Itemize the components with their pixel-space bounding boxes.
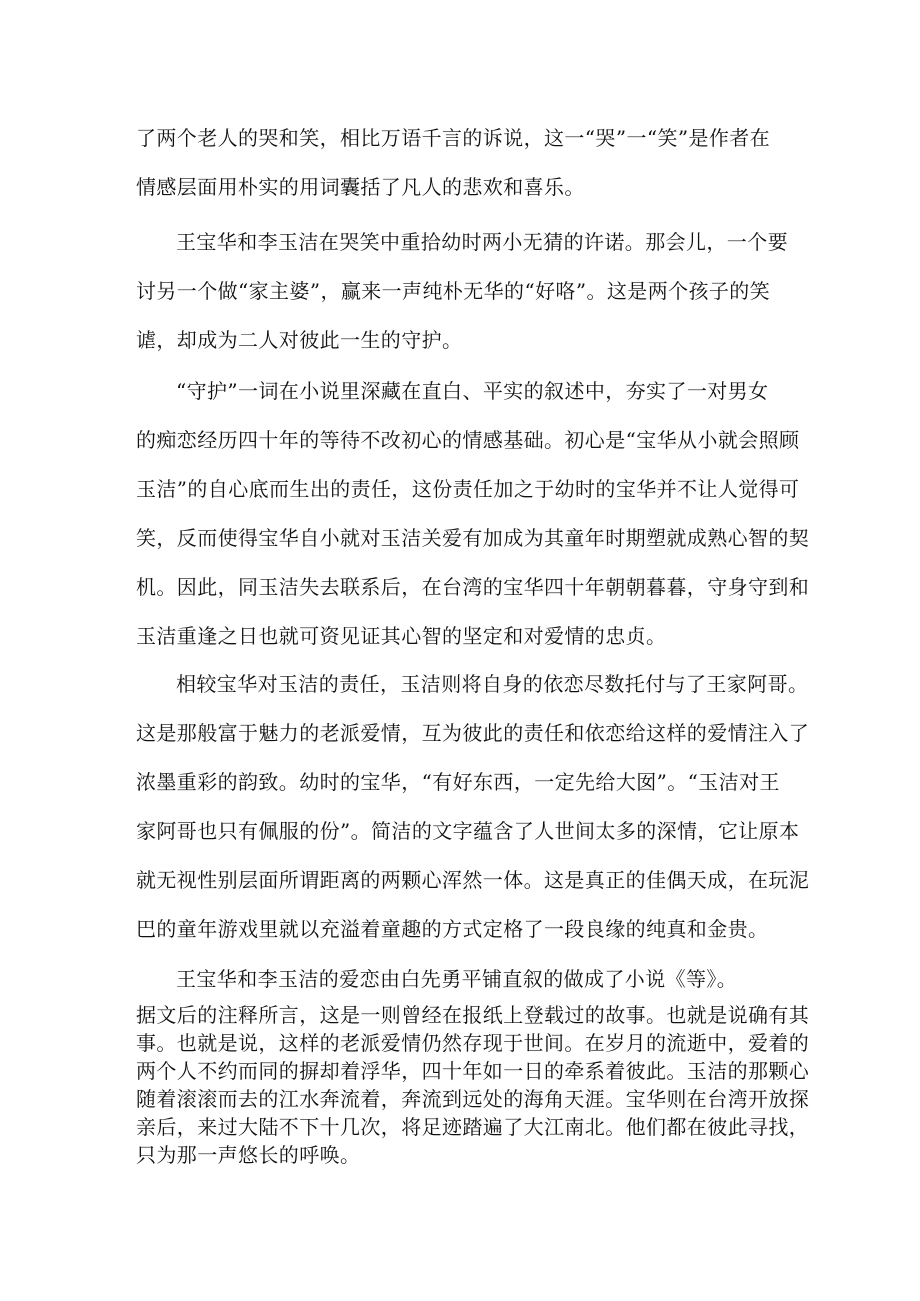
paragraph-2: [136, 218, 788, 365]
text-line: 玉洁”的自心底而生出的责任，这份责任加之于幼时的宝华并不让人觉得可: [136, 477, 800, 501]
paragraph-6: [136, 1001, 809, 1169]
text-line: 的痴恋经历四十年的等待不改初心的情感基础。初心是“宝华从小就会照顾: [136, 428, 800, 452]
text-line: 这是那般富于魅力的老派爱情，互为彼此的责任和依恋给这样的爱情注入了: [136, 721, 810, 745]
text-line: 两个人不约而同的摒却着浮华，四十年如一日的牵系着彼此。玉洁的那颗心: [136, 1059, 810, 1083]
paragraph-4: [136, 660, 809, 954]
text-line: 了两个老人的哭和笑，相比万语千言的诉说，这一“哭”一“笑”是作者在: [136, 126, 771, 150]
text-line: 讨另一个做“家主婆”，赢来一声纯朴无华的“好咯”。这是两个孩子的笑: [136, 279, 771, 303]
text-line: 亲后，来过大陆不下十几次，将足迹踏遍了大江南北。他们都在彼此寻找，: [136, 1115, 810, 1139]
paragraph-1: [136, 114, 770, 212]
text-line: 家阿哥也只有佩服的份”。简洁的文字蕴含了人世间太多的深情，它让原本: [136, 819, 800, 843]
text-line: 谑，却成为二人对彼此一生的守护。: [136, 328, 463, 352]
text-line: 玉洁重逢之日也就可资见证其心智的坚定和对爱情的忠贞。: [136, 624, 667, 648]
text-line: 笑，反而使得宝华自小就对玉洁关爱有加成为其童年时期塑就成熟心智的契: [136, 526, 810, 550]
paragraph-3: [136, 367, 809, 661]
text-line: 浓墨重彩的韵致。幼时的宝华，“有好东西，一定先给大囡”。“玉洁对王: [136, 770, 780, 794]
text-line: 王宝华和李玉洁在哭笑中重拾幼时两小无猜的许诺。那会儿，一个要: [176, 230, 788, 254]
text-line: 机。因此，同玉洁失去联系后，在台湾的宝华四十年朝朝暮暮，守身守到和: [136, 575, 810, 599]
text-line: 只为那一声悠长的呼唤。: [136, 1143, 361, 1167]
text-line: 情感层面用朴实的用词囊括了凡人的悲欢和喜乐。: [136, 175, 585, 199]
text-line: 随着滚滚而去的江水奔流着，奔流到远处的海角天涯。宝华则在台湾开放探: [136, 1087, 810, 1111]
text-line: 据文后的注释所言，这是一则曾经在报纸上登载过的故事。也就是说确有其: [136, 1003, 810, 1027]
text-line: 巴的童年游戏里就以充溢着童趣的方式定格了一段良缘的纯真和金贵。: [136, 917, 769, 941]
text-line: 相较宝华对玉洁的责任，玉洁则将自身的依恋尽数托付与了王家阿哥。: [176, 672, 809, 696]
text-line: 事。也就是说，这样的老派爱情仍然存现于世间。在岁月的流逝中，爱着的: [136, 1031, 810, 1055]
paragraph-5: [136, 955, 737, 1004]
text-line: 就无视性别层面所谓距离的两颗心浑然一体。这是真正的佳偶天成，在玩泥: [136, 868, 810, 892]
text-line: “守护”一词在小说里深藏在直白、平实的叙述中，夯实了一对男女: [176, 379, 769, 403]
text-line: 王宝华和李玉洁的爱恋由白先勇平铺直叙的做成了小说《等》。: [176, 967, 738, 991]
